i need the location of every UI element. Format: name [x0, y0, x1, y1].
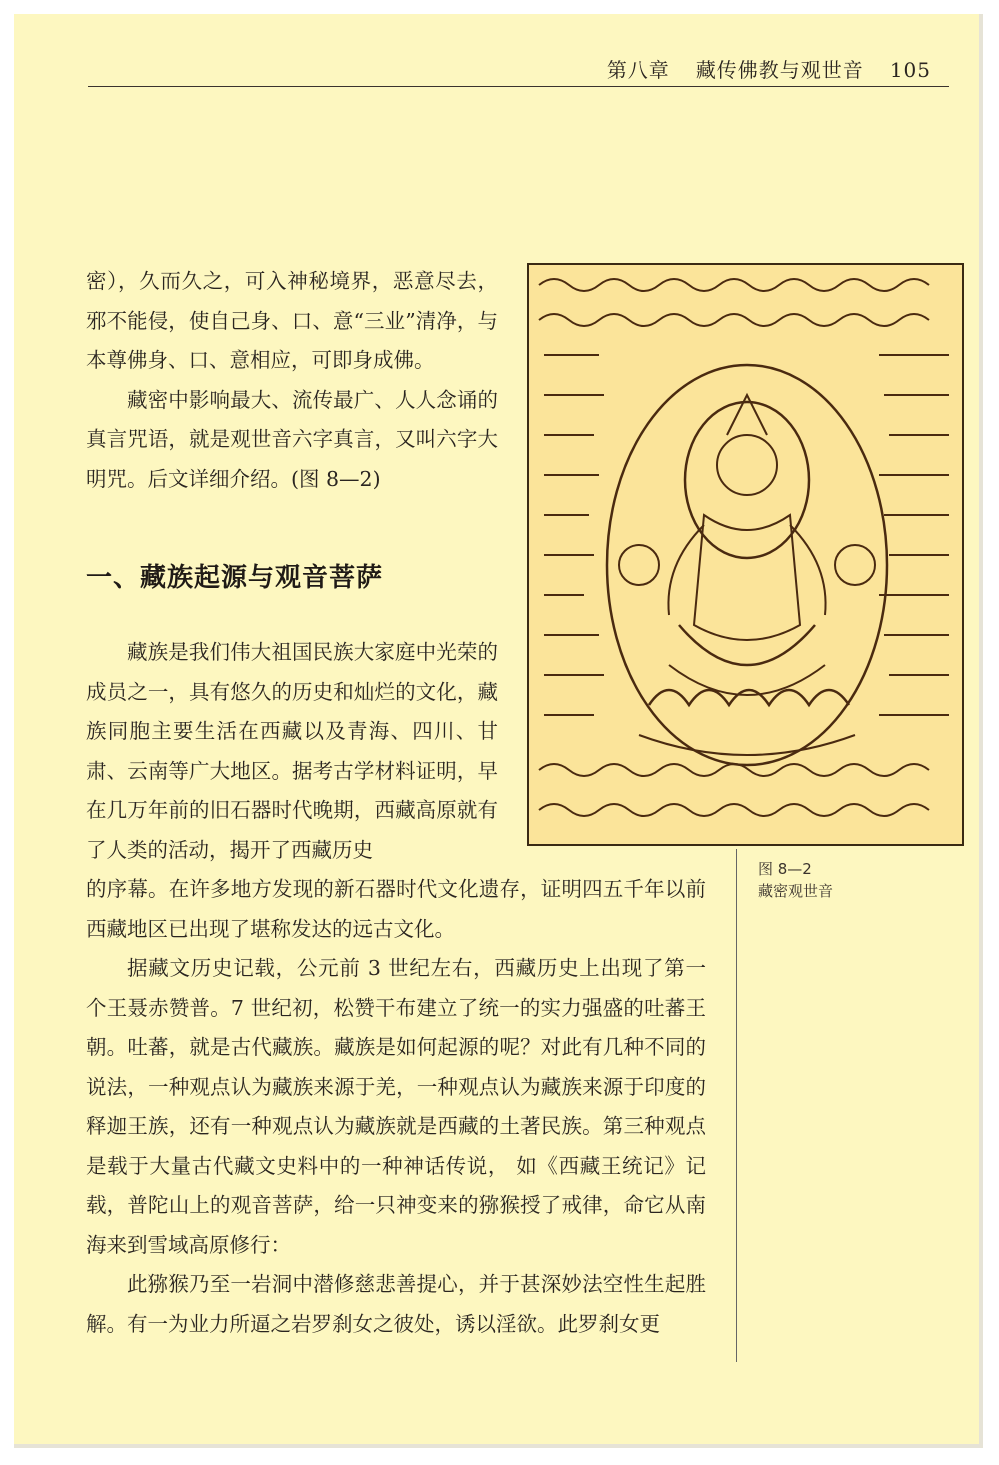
page [14, 14, 983, 1448]
header-rule [88, 86, 949, 87]
chapter-title: 藏传佛教与观世音 [695, 58, 864, 82]
section-heading: 一、藏族起源与观音菩萨 [86, 563, 384, 593]
paragraph-2: 藏密中影响最大、流传最广、人人念诵的真言咒语，就是观世音六字真言，又叫六字大明咒。后文详细介绍。(图 8—2) [86, 387, 498, 491]
text-block-top [86, 262, 498, 499]
text-block-middle [86, 633, 498, 870]
figure-caption [758, 858, 833, 902]
avalokiteshvara-figure [527, 263, 964, 846]
chapter-label: 第八章 [606, 58, 670, 82]
paragraph-5: 此猕猴乃至一岩洞中潜修慈悲善提心，并于甚深妙法空性生起胜解。有一为业力所逼之岩罗刹女之彼处，诱以淫欲。此罗刹女更 [86, 1272, 706, 1336]
text-block-bottom [86, 870, 706, 1344]
caption-label: 图 8—2 [758, 860, 812, 878]
paragraph-3-continued: 的序幕。在许多地方发现的新石器时代文化遗存，证明四五千年以前西藏地区已出现了堪称发达的远古文化。 [86, 877, 706, 941]
page-number: 105 [889, 58, 931, 82]
running-header [607, 54, 931, 83]
paragraph-3: 藏族是我们伟大祖国民族大家庭中光荣的成员之一，具有悠久的历史和灿烂的文化，藏族同胞主要生活在西藏以及青海、四川、甘肃、云南等广大地区。据考古学材料证明，早在几万年前的旧石器时代晚期，西藏高原就有了人类的活动，揭开了西藏历史 [86, 640, 498, 862]
caption-rule [736, 849, 737, 1362]
bodhisattva-illustration [529, 265, 962, 844]
caption-text: 藏密观世音 [758, 882, 834, 900]
paragraph-1: 密），久而久之，可入神秘境界，恶意尽去，邪不能侵，使自己身、口、意“三业”清净，与本尊佛身、口、意相应，可即身成佛。 [86, 269, 498, 372]
paragraph-4: 据藏文历史记载，公元前 3 世纪左右，西藏历史上出现了第一个王聂赤赞普。7 世纪初，松赞干布建立了统一的实力强盛的吐蕃王朝。吐蕃，就是古代藏族。藏族是如何起源的呢？对此有几种不同的说法，一种观点认为藏族来源于羌，一种观点认为藏族来源于印度的释迦王族，还有一种观点认为藏族就是西藏的土著民族。第三种观点是载于大量古代藏文史料中的一种神话传说， 如《西藏王统记》记载，普陀山上的观音菩萨，给一只神变来的猕猴授了戒律，命它从南海来到雪域高原修行： [86, 956, 706, 1257]
